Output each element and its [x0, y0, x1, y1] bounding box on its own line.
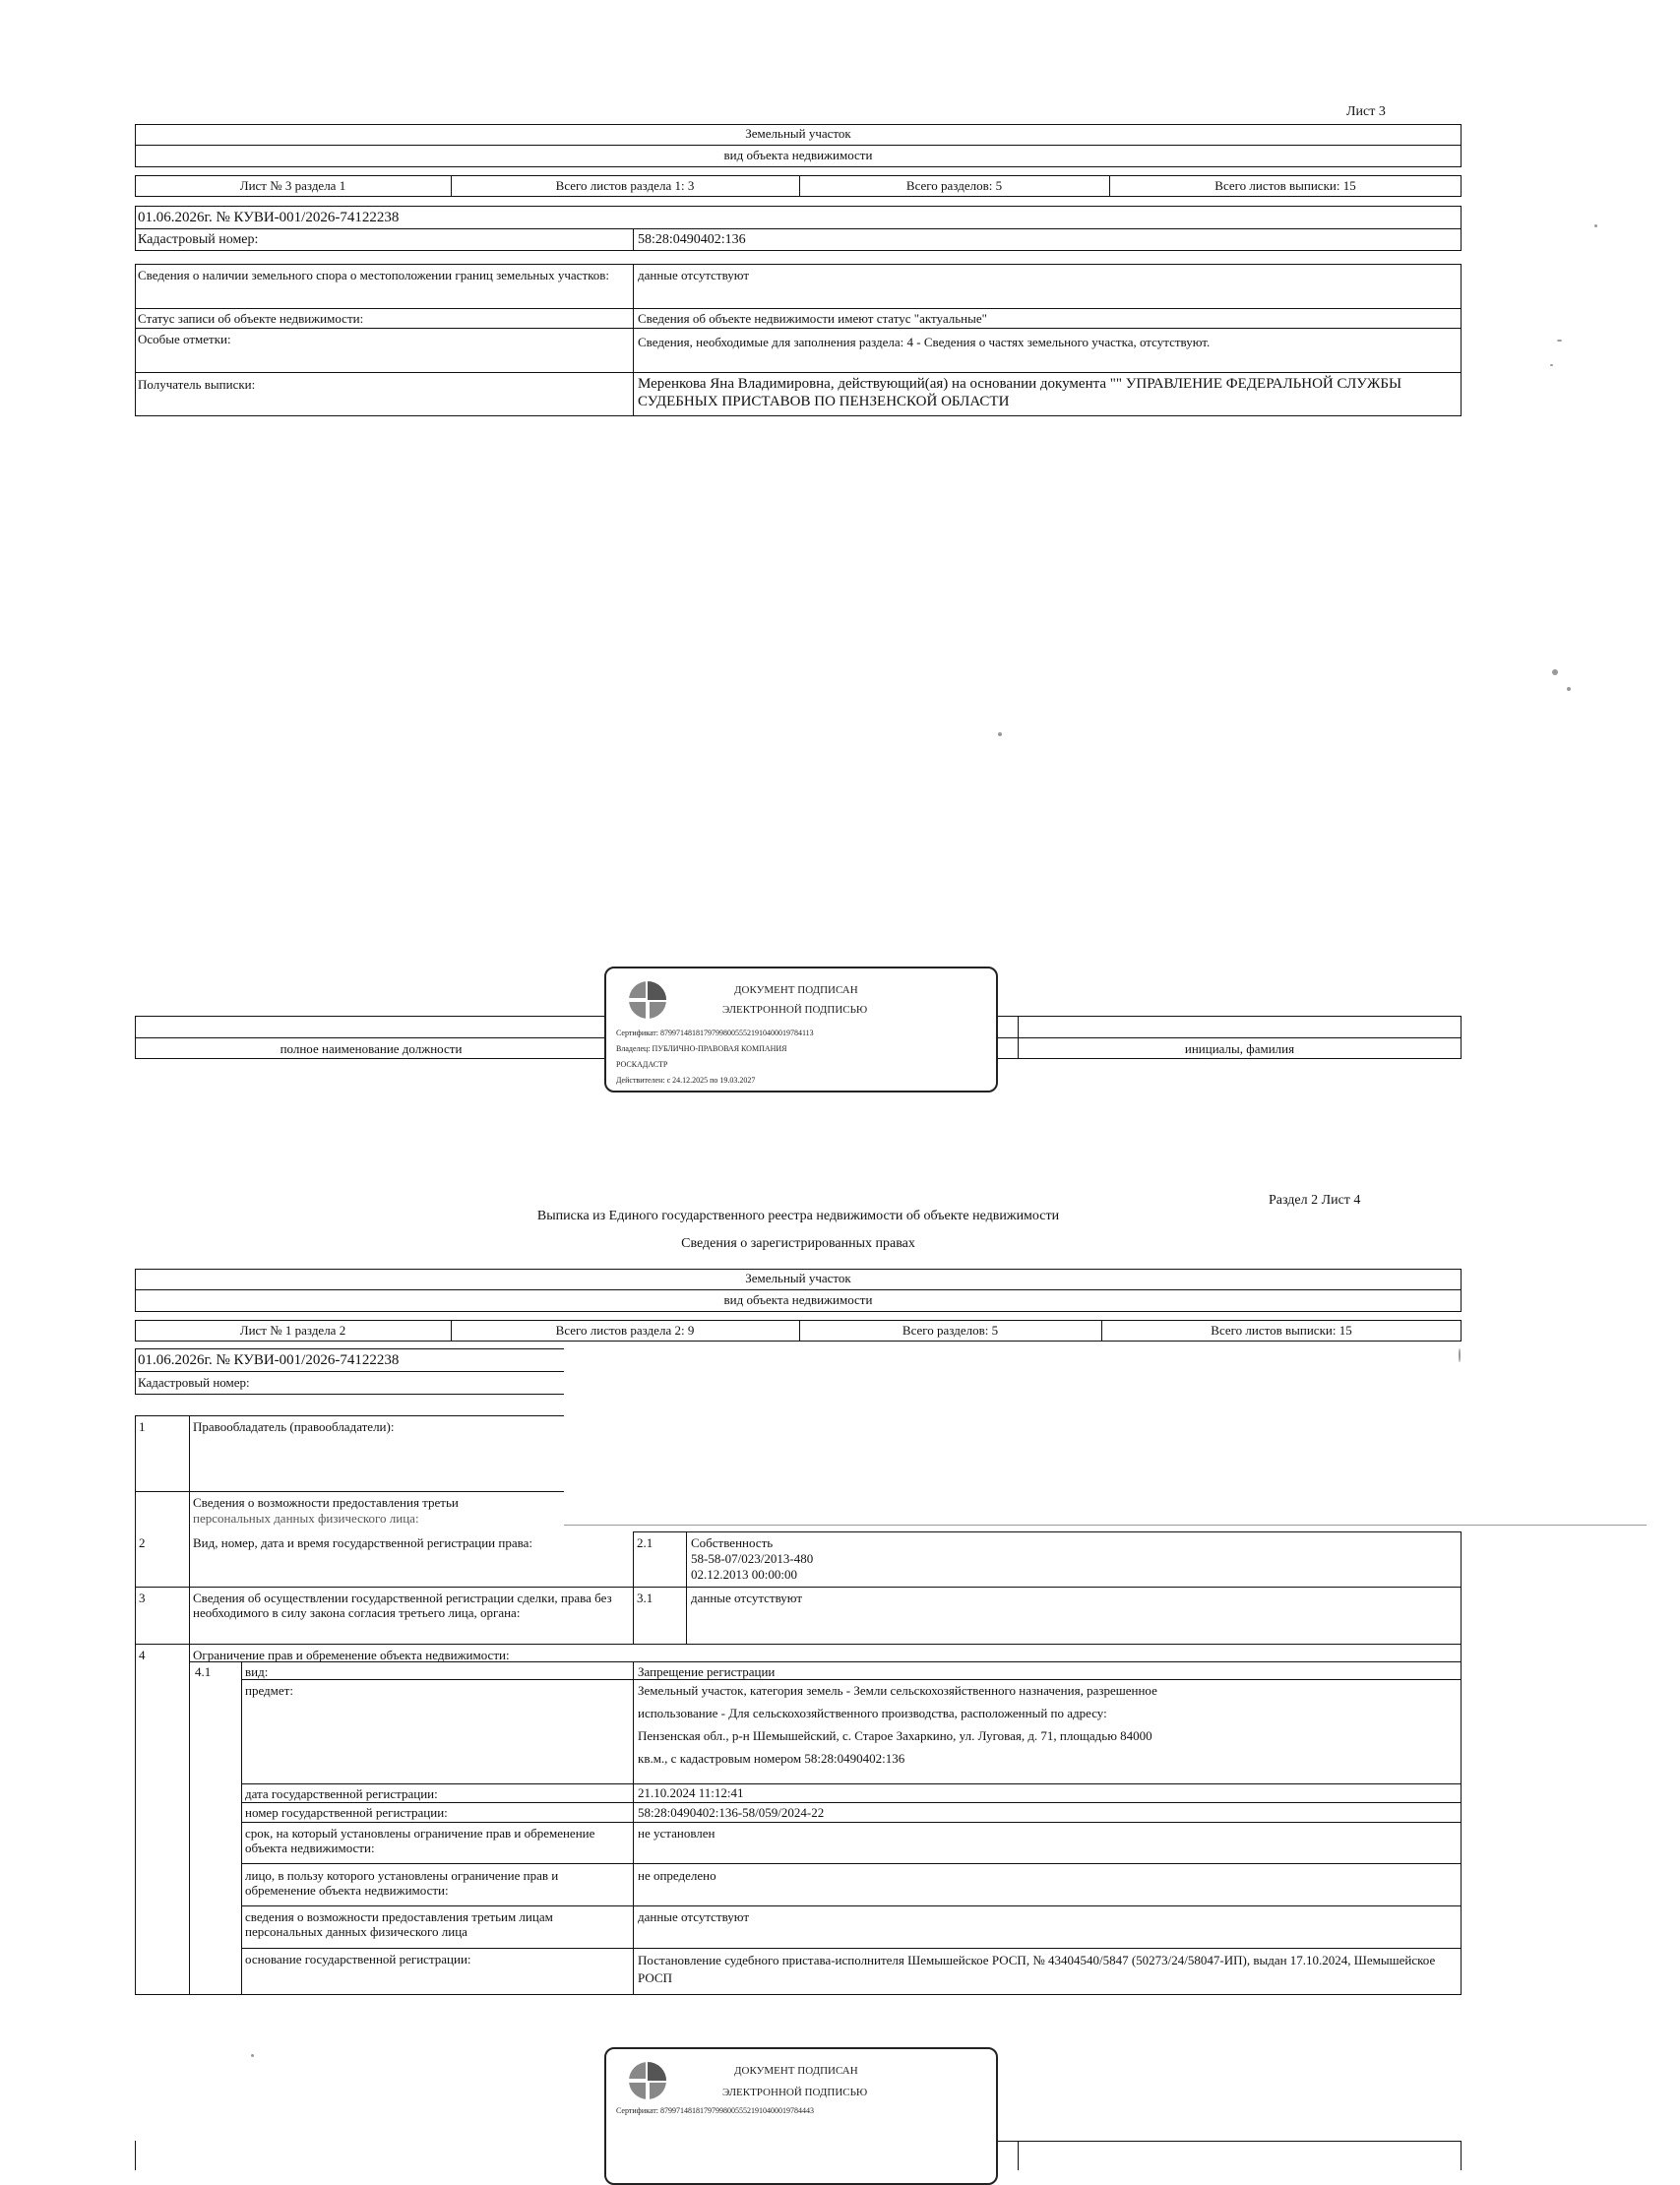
stamp-owner-2: РОСКАДАСТР [616, 1060, 668, 1069]
restriction-label: Ограничение прав и обременение объекта недвижимости: [193, 1648, 510, 1662]
restriction-date-label: дата государственной регистрации: [245, 1786, 438, 1801]
reg-right-label: Вид, номер, дата и время государственной регистрации права: [193, 1535, 532, 1550]
recipient-label: Получатель выписки: [138, 377, 256, 392]
position-caption: полное наименование должности [280, 1041, 463, 1056]
row2-num: 2 [139, 1535, 146, 1550]
land-dispute-label: Сведения о наличии земельного спора о местоположении границ земельных участков: [138, 268, 610, 282]
object-caption-2: вид объекта недвижимости [723, 1292, 873, 1307]
extract-title: Выписка из Единого государственного реестра недвижимости об объекте недвижимости [536, 1209, 1060, 1223]
stamp-title-2: ЭЛЕКТРОННОЙ ПОДПИСЬЮ [722, 2087, 868, 2098]
total-sheets-extract-2: Всего листов выписки: 15 [1211, 1323, 1352, 1338]
cadastral-label-2: Кадастровый номер: [138, 1375, 250, 1390]
subject-value-line-2: использование - Для сельскохозяйственного производства, расположенный по адресу: [638, 1706, 1107, 1720]
stamp-title-2: ЭЛЕКТРОННОЙ ПОДПИСЬЮ [722, 1004, 868, 1016]
subject-value-line-4: кв.м., с кадастровым номером 58:28:0490402:136 [638, 1751, 905, 1766]
rosreestr-emblem-icon [626, 978, 669, 1022]
object-type: Земельный участок [745, 126, 851, 141]
reg-basis-label: основание государственной регистрации: [245, 1952, 471, 1966]
row4-num: 4 [139, 1648, 146, 1662]
record-status-label: Статус записи об объекте недвижимости: [138, 311, 364, 326]
date-number: 01.06.2026г. № КУВИ-001/2026-74122238 [138, 210, 400, 225]
stamp-owner: Владелец: ПУБЛИЧНО-ПРАВОВАЯ КОМПАНИЯ [616, 1044, 787, 1053]
term-label: срок, на который установлены ограничение прав и обременение объекта недвижимости: [245, 1826, 595, 1855]
row2-sub: 2.1 [637, 1535, 653, 1550]
cadastral-value: 58:28:0490402:136 [638, 232, 746, 247]
cadastral-label: Кадастровый номер: [138, 232, 259, 247]
row4-sub: 4.1 [195, 1664, 212, 1679]
subject-value-line-1: Земельный участок, категория земель - Земли сельскохозяйственного назначения, разрешенное [638, 1683, 1157, 1698]
reg-number: 58-58-07/023/2013-480 [691, 1551, 814, 1566]
owner-label: Правообладатель (правообладатели): [193, 1419, 395, 1434]
total-sections-2: Всего разделов: 5 [902, 1323, 999, 1338]
restriction-type-label: вид: [245, 1664, 269, 1679]
stamp-certificate: Сертификат: 879971481817979980055521910400019784443 [616, 2106, 814, 2115]
third-party-label-2: персональных данных физического лица: [193, 1511, 419, 1526]
term-value: не установлен [638, 1826, 716, 1841]
transaction-label: Сведения об осуществлении государственной регистрации сделки, права без необходимого в силу закона согласия третьего лица, органа: [193, 1591, 612, 1620]
stamp-title-1: ДОКУМЕНТ ПОДПИСАН [734, 2065, 858, 2077]
restriction-type-value: Запрещение регистрации [638, 1664, 776, 1679]
record-status-value: Сведения об объекте недвижимости имеют статус "актуальные" [638, 311, 987, 326]
e-signature-stamp-2 [604, 2047, 998, 2185]
beneficiary-label: лицо, в пользу которого установлены ограничение прав и обременение объекта недвижимости: [245, 1868, 559, 1898]
special-notes-value: Сведения, необходимые для заполнения раздела: 4 - Сведения о частях земельного участка, отсутствуют. [638, 335, 1211, 349]
sheet-of-section-2: Лист № 1 раздела 2 [239, 1323, 346, 1338]
restriction-number-value: 58:28:0490402:136-58/059/2024-22 [638, 1805, 825, 1820]
personal-data-value: данные отсутствуют [638, 1909, 750, 1924]
beneficiary-value: не определено [638, 1868, 716, 1883]
reg-basis-value: Постановление судебного пристава-исполнителя Шемышейское РОСП, № 43404540/5847 (50273/24/58047-ИП), выдан 17.10.2024, Шемышейское РОСП [638, 1953, 1436, 1985]
recipient-value: Меренкова Яна Владимировна, действующий(ая) на основании документа "" УПРАВЛЕНИЕ ФЕДЕРАЛЬНОЙ СЛУЖБЫ СУДЕБНЫХ ПРИСТАВОВ ПО ПЕНЗЕНСКОЙ ОБЛАСТИ [638, 376, 1402, 409]
stamp-title-1: ДОКУМЕНТ ПОДПИСАН [734, 984, 858, 996]
row3-num: 3 [139, 1591, 146, 1605]
section-label: Раздел 2 Лист 4 [1269, 1193, 1361, 1208]
total-sections: Всего разделов: 5 [905, 178, 1003, 193]
personal-data-label: сведения о возможности предоставления третьим лицам персональных данных физического лица [245, 1909, 553, 1939]
object-caption: вид объекта недвижимости [723, 148, 873, 162]
restriction-number-label: номер государственной регистрации: [245, 1805, 448, 1820]
total-sheets-extract: Всего листов выписки: 15 [1214, 178, 1356, 193]
total-sheets-section-2: Всего листов раздела 2: 9 [555, 1323, 695, 1338]
name-caption: инициалы, фамилия [1184, 1041, 1295, 1056]
rosreestr-emblem-icon [626, 2059, 669, 2102]
sheet-label: Лист 3 [1346, 104, 1386, 119]
row1-num: 1 [139, 1419, 146, 1434]
special-notes-label: Особые отметки: [138, 332, 231, 346]
stamp-certificate: Сертификат: 879971481817979980055521910400019784113 [616, 1029, 814, 1037]
third-party-label-1: Сведения о возможности предоставления третьи [193, 1495, 459, 1510]
sheet-of-section: Лист № 3 раздела 1 [239, 178, 346, 193]
e-signature-stamp [604, 967, 998, 1092]
transaction-value: данные отсутствуют [691, 1591, 803, 1605]
restriction-date-value: 21.10.2024 11:12:41 [638, 1785, 744, 1800]
object-type-2: Земельный участок [745, 1271, 851, 1285]
land-dispute-value: данные отсутствуют [638, 268, 750, 282]
extract-subtitle: Сведения о зарегистрированных правах [681, 1236, 915, 1251]
subject-label: предмет: [245, 1683, 293, 1698]
stamp-valid: Действителен: с 24.12.2025 по 19.03.2027 [616, 1076, 756, 1085]
subject-value-line-3: Пензенская обл., р-н Шемышейский, с. Старое Захаркино, ул. Луговая, д. 71, площадью 84000 [638, 1728, 1152, 1743]
ownership-type: Собственность [691, 1535, 774, 1550]
date-number-2: 01.06.2026г. № КУВИ-001/2026-74122238 [138, 1352, 400, 1368]
row3-sub: 3.1 [637, 1591, 653, 1605]
reg-date: 02.12.2013 00:00:00 [691, 1567, 797, 1582]
total-sheets-section: Всего листов раздела 1: 3 [555, 178, 695, 193]
